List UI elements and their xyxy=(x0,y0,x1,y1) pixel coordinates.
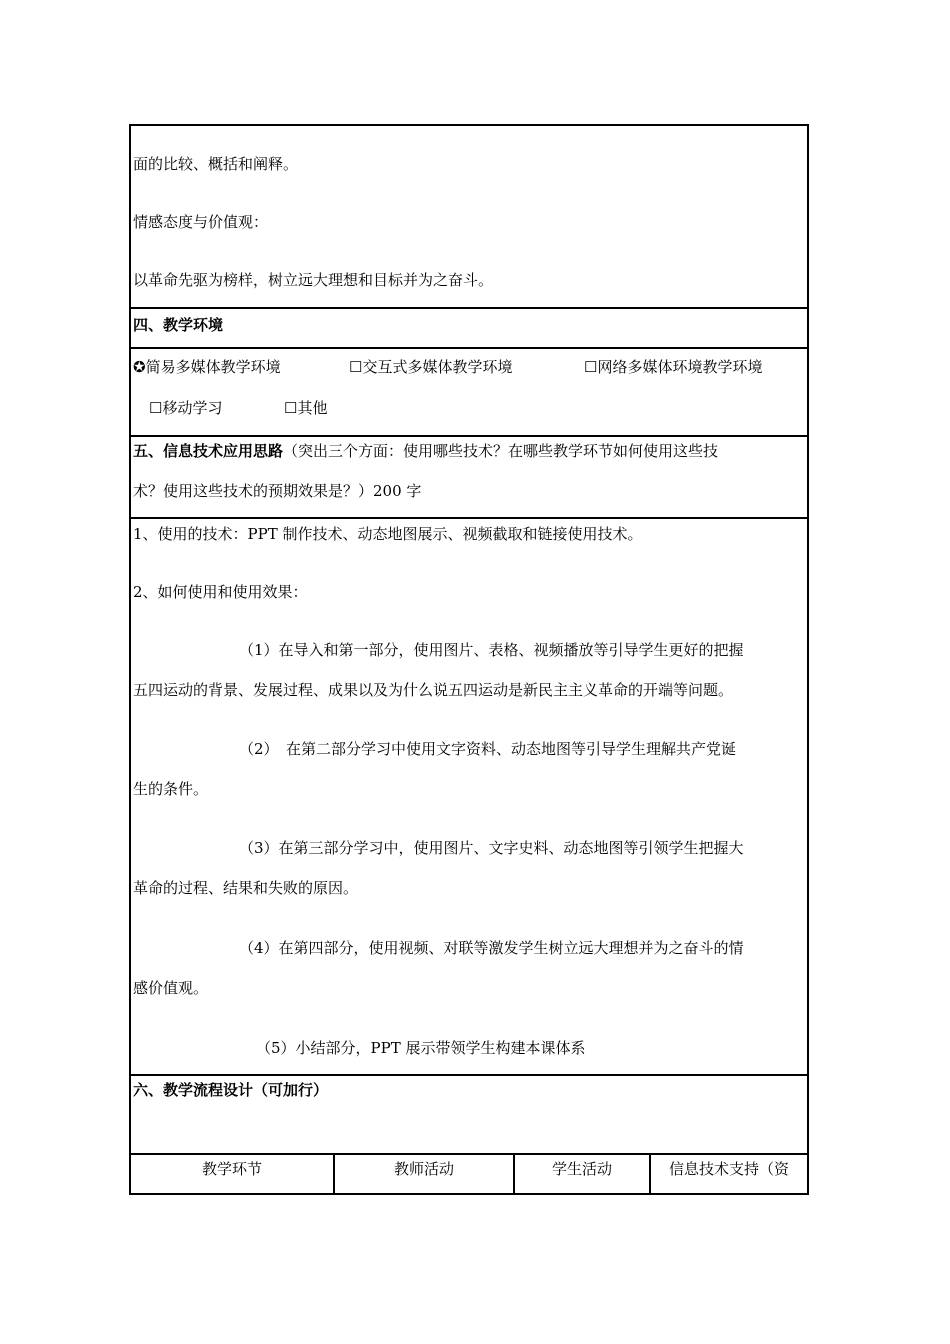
usage-item-1a: （1）在导入和第一部分，使用图片、表格、视频播放等引导学生更好的把握 xyxy=(239,641,744,659)
usage-item-2a: （2） 在第二部分学习中使用文字资料、动态地图等引导学生理解共产党诞 xyxy=(239,740,737,758)
flow-header-row xyxy=(131,1074,807,1153)
environment-options-row xyxy=(131,347,807,435)
attitude-text: 以革命先驱为榜样，树立远大理想和目标并为之奋斗。 xyxy=(133,271,494,289)
column-header-student: 学生活动 xyxy=(551,1160,612,1178)
tech-header-row xyxy=(131,435,807,517)
option-label: 其他 xyxy=(297,399,328,417)
radio-selected-icon: ✪ xyxy=(133,358,146,376)
option-label: 简易多媒体教学环境 xyxy=(145,358,281,376)
option-label: 移动学习 xyxy=(162,399,223,417)
option-network-multimedia[interactable] xyxy=(584,357,762,377)
tech-title xyxy=(133,441,718,461)
usage-item-4b: 感价值观。 xyxy=(133,979,209,997)
option-simple-multimedia[interactable] xyxy=(133,357,281,377)
option-label: 网络多媒体环境教学环境 xyxy=(597,358,763,376)
tech-used: 1、使用的技术：PPT 制作技术、动态地图展示、视频截取和链接使用技术。 xyxy=(133,525,643,543)
usage-item-5: （5）小结部分，PPT 展示带领学生构建本课体系 xyxy=(256,1039,586,1057)
checkbox-icon: ☐ xyxy=(584,358,598,376)
option-label: 交互式多媒体教学环境 xyxy=(362,358,513,376)
tech-title-line2: 术？使用这些技术的预期效果是？）200 字 xyxy=(133,482,422,500)
option-interactive-multimedia[interactable] xyxy=(349,357,512,377)
attitude-heading: 情感态度与价值观： xyxy=(133,213,269,231)
usage-item-3a: （3）在第三部分学习中，使用图片、文字史料、动态地图等引领学生把握大 xyxy=(239,839,744,857)
tech-title-note: （突出三个方面：使用哪些技术？在哪些教学环节如何使用这些技 xyxy=(283,442,719,460)
usage-item-3b: 革命的过程、结果和失败的原因。 xyxy=(133,879,359,897)
column-header-tech-support: 信息技术支持（资 xyxy=(668,1160,789,1178)
checkbox-icon: ☐ xyxy=(284,399,298,417)
environment-header-row xyxy=(131,307,807,347)
objectives-line: 面的比较、概括和阐释。 xyxy=(133,155,299,173)
environment-title: 四、教学环境 xyxy=(133,316,224,334)
column-header-teacher: 教师活动 xyxy=(393,1160,454,1178)
usage-item-1b: 五四运动的背景、发展过程、成果以及为什么说五四运动是新民主主义革命的开端等问题。 xyxy=(133,681,734,699)
flow-title: 六、教学流程设计（可加行） xyxy=(133,1081,329,1099)
usage-heading: 2、如何使用和使用效果： xyxy=(133,583,308,601)
lesson-plan-table xyxy=(129,124,809,1195)
flow-columns-row xyxy=(131,1153,807,1193)
usage-item-4a: （4）在第四部分，使用视频、对联等激发学生树立远大理想并为之奋斗的情 xyxy=(239,939,744,957)
tech-body xyxy=(131,517,807,1074)
tech-title-bold: 五、信息技术应用思路 xyxy=(133,442,284,460)
checkbox-icon: ☐ xyxy=(349,358,363,376)
column-header-stage: 教学环节 xyxy=(201,1160,262,1178)
objectives-section xyxy=(131,126,807,307)
checkbox-icon: ☐ xyxy=(149,399,163,417)
usage-item-2b: 生的条件。 xyxy=(133,780,209,798)
option-mobile-learning[interactable] xyxy=(149,398,222,418)
option-other[interactable] xyxy=(284,398,327,418)
